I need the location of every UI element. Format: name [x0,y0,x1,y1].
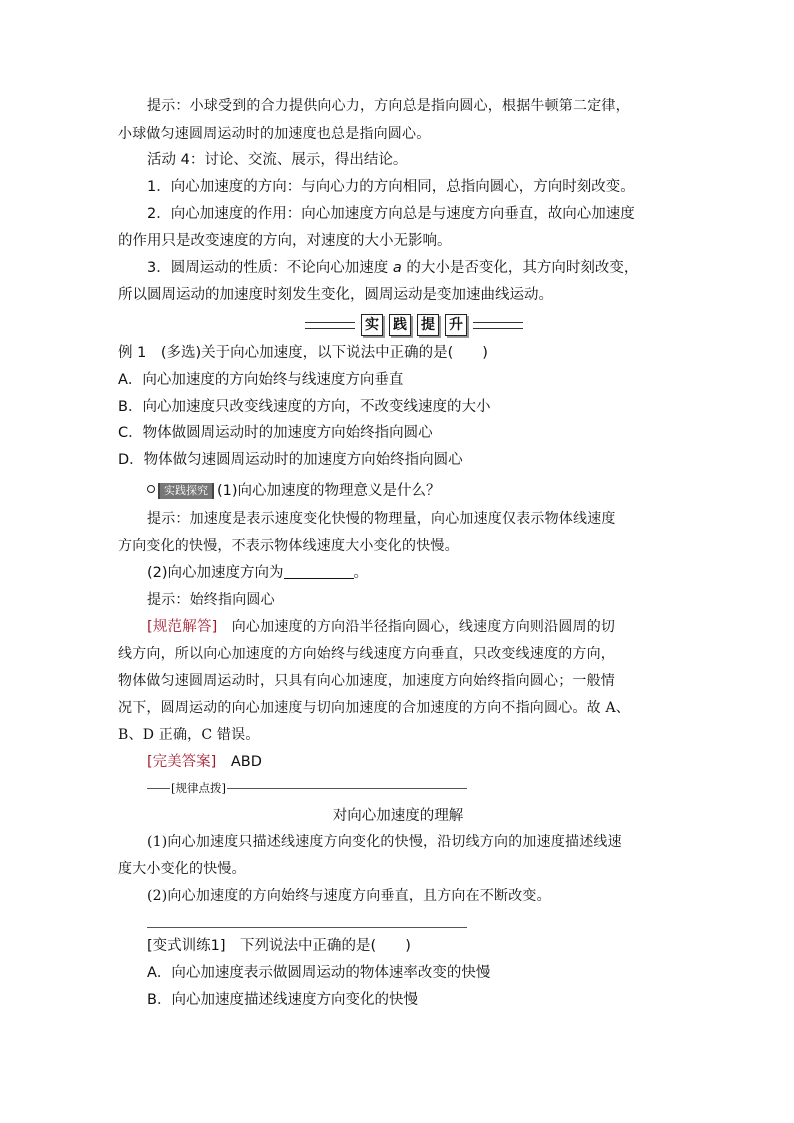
rule-box-title: 对向心加速度的理解 [332,808,464,824]
rule-box-point-1-line-1: (1)向心加速度只描述线速度方向变化的快慢，沿切线方向的加速度描述线速 [147,834,622,850]
perfect-answer [147,752,682,772]
example-1-option-a: A．向心加速度的方向始终与线速度方向垂直 [118,372,404,388]
conclusion-1: 1．向心加速度的方向：与向心力的方向相同，总指向圆心，方向时刻改变。 [147,179,635,195]
variant-option-b: B．向心加速度描述线速度方向变化的快慢 [147,992,418,1008]
variant-stem: [变式训练1] 下列说法中正确的是( ) [147,938,411,954]
banner-char: 提 [417,314,439,336]
solution-line-4: 况下，圆周运动的向心加速度与切向加速度的合加速度的方向不指向圆心。故 A、 [118,700,630,716]
banner-char: 践 [389,314,411,336]
solution-text-1: 向心加速度的方向沿半径指向圆心，线速度方向则沿圆周的切 [217,619,616,635]
practice-question-2 [147,563,682,583]
practice-q2-text: (2)向心加速度方向为 [147,565,284,581]
solution-line-2: 线方向，所以向心加速度的方向始终与线速度方向垂直，只改变线速度的方向， [118,646,615,662]
answer-blank [284,564,354,579]
practice-q2-end: 。 [353,565,369,581]
banner-rule-right [473,322,523,329]
answer-label: [完美答案] [147,754,217,770]
conclusion-3-line-2: 所以圆周运动的加速度时刻发生变化，圆周运动是变加速曲线运动。 [118,287,553,303]
variant-option-a: A．向心加速度表示做圆周运动的物体速率改变的快慢 [147,965,491,981]
conclusion-2-line-1: 2．向心加速度的作用：向心加速度方向总是与速度方向垂直，故向心加速度 [147,206,635,222]
conclusion-3-line-1 [147,258,682,278]
solution-label: [规范解答] [147,619,218,635]
conclusion-2-line-2: 的作用只是改变速度的方向，对速度的大小无影响。 [118,233,452,249]
practice-answer-1-line-1: 提示：加速度是表示速度变化快慢的物理量，向心加速度仅表示物体线速度 [147,511,616,527]
banner-rule-left [305,322,355,329]
solution-line-1 [147,617,682,637]
banner-char: 实 [361,314,383,336]
banner-char: 升 [445,314,467,336]
example-1-stem: 例 1 (多选)关于向心加速度，以下说法中正确的是( ) [118,345,488,361]
practice-answer-1-line-2: 方向变化的快慢，不表示物体线速度大小变化的快慢。 [118,538,459,554]
section-banner [290,313,538,337]
conclusion-3-text-a: 3．圆周运动的性质：不论向心加速度 [147,260,393,276]
solution-line-3: 物体做匀速圆周运动时，只具有向心加速度，加速度方向始终指向圆心；一般情 [118,673,615,689]
practice-answer-2: 提示：始终指向圆心 [147,592,275,608]
practice-question-1 [147,481,682,501]
hint-line-1: 提示：小球受到的合力提供向心力，方向总是指向圆心，根据牛顿第二定律， [147,98,630,114]
bullet-icon [147,485,155,493]
rule-box-label: [规律点拨] [171,781,226,795]
rule-box-point-2: (2)向心加速度的方向始终与速度方向垂直，且方向在不断改变。 [147,888,551,904]
example-1-option-b: B．向心加速度只改变线速度的方向，不改变线速度的大小 [118,399,491,415]
activity-4: 活动 4：讨论、交流、展示，得出结论。 [147,152,408,168]
variable-a: a [392,260,402,276]
rule-box-point-1-line-2: 度大小变化的快慢。 [118,861,246,877]
answer-value: ABD [216,754,262,770]
practice-q1-text: (1)向心加速度的物理意义是什么？ [217,483,441,499]
example-1-option-c: C．物体做圆周运动时的加速度方向始终指向圆心 [118,425,433,441]
example-1-option-d: D．物体做匀速圆周运动时的加速度方向始终指向圆心 [118,452,463,468]
banner-title [361,314,467,336]
hint-line-2: 小球做匀速圆周运动时的加速度也总是指向圆心。 [118,126,431,142]
conclusion-3-text-b: 的大小是否变化，其方向时刻改变， [401,260,639,276]
practice-tag: 实践探究 [158,483,214,499]
rule-box-bottom-border [147,927,467,928]
solution-line-5: B、D 正确，C 错误。 [118,727,260,743]
